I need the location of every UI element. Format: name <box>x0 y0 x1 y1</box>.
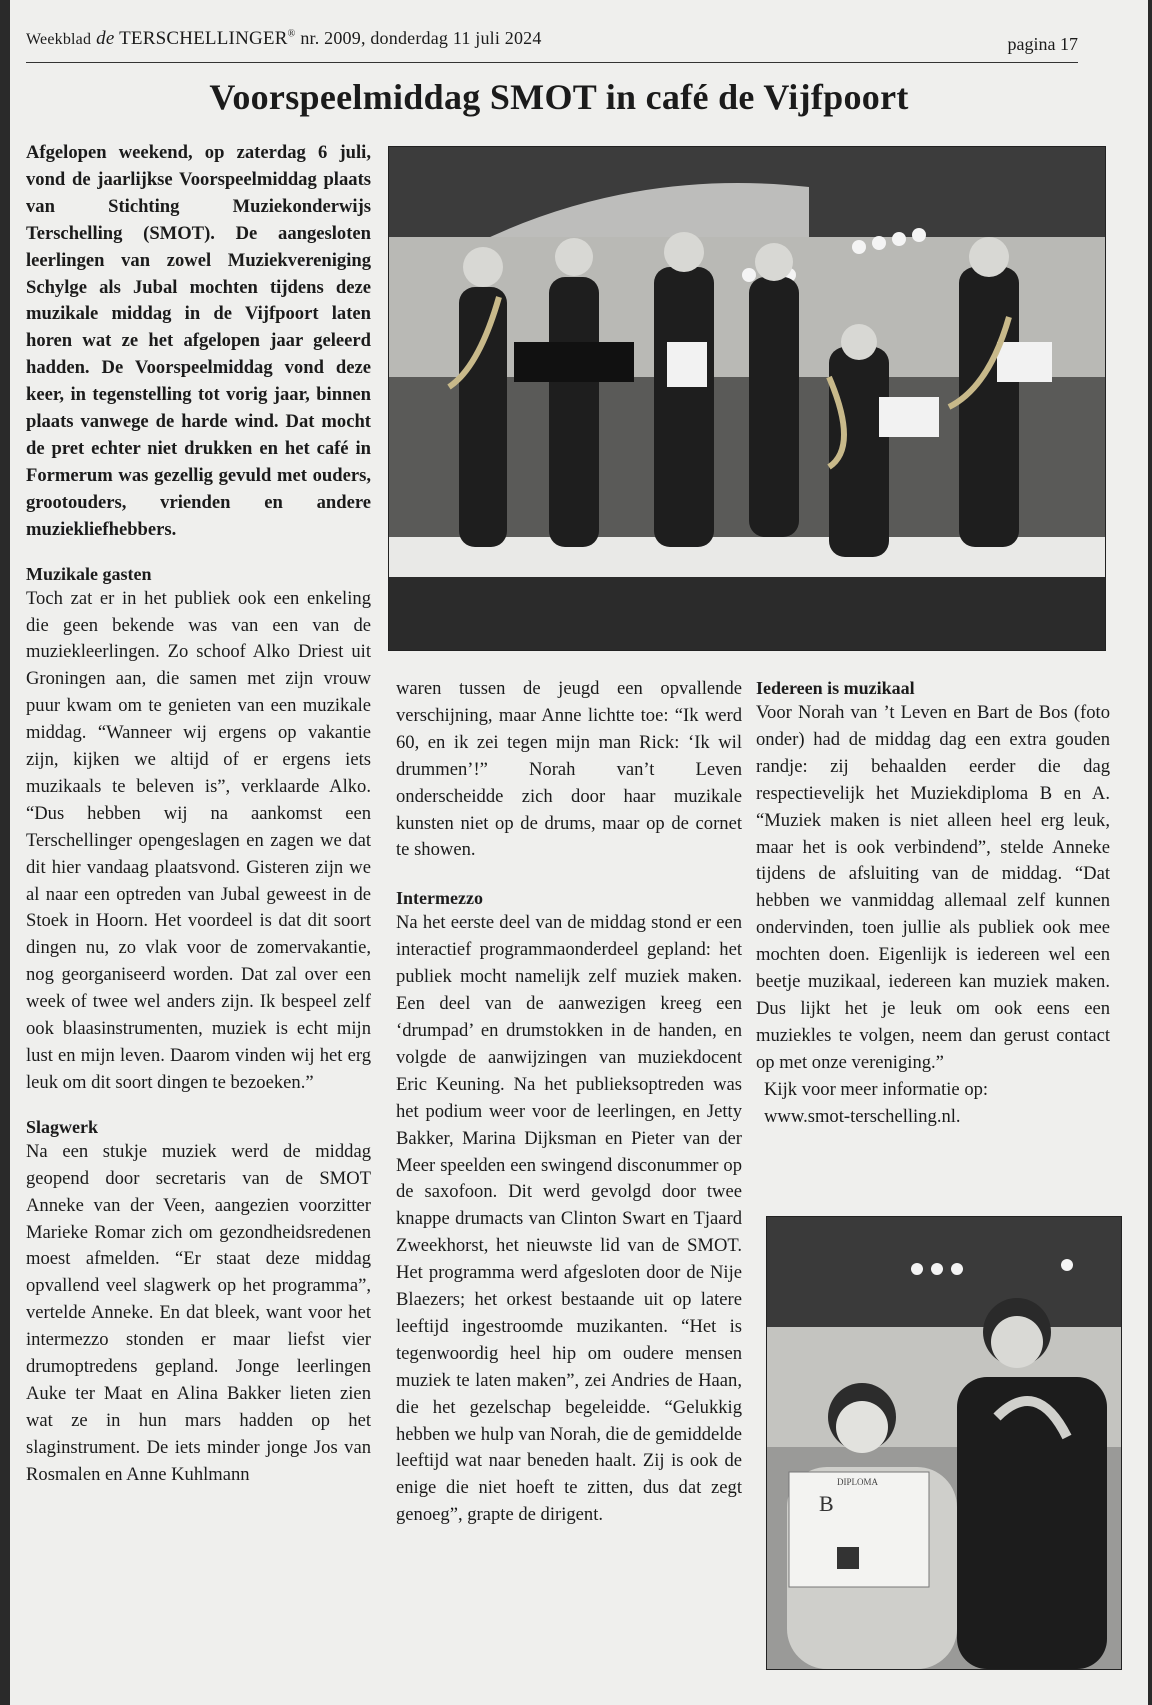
paragraph-iedereen-is-muzikaal: Voor Norah van ’t Leven en Bart de Bos (foto onder) had de middag dag een extra gouden randje: zij behaalden eerder die dag respectievelijk het Muziekdiploma B en A. “Muziek maken is niet alleen heel erg leuk, maar het is ook verbindend”, stelde Anneke tijdens de afsluiting van de middag. “Dat hebben we vanmiddag allemaal zelf kunnen ondervinden, toen jullie als publiek ook mee mochten doen. Eigenlijk is iedereen wel een beetje muzikaal, iedereen kan muziek maken. Dus lijkt het je leuk om ook eens een muziekles te volgen, neem dan gerust contact op met onze vereniging.” <box>756 702 1110 1073</box>
article-headline: Voorspeelmiddag SMOT in café de Vijfpoort <box>209 77 909 117</box>
paragraph-slagwerk-continued: waren tussen de jeugd een opvallende verschijning, maar Anne lichtte toe: “Ik werd 60, en ik zei tegen mijn man Rick: ‘Ik wil drummen’!” Norah van’t Leven onderscheidde zich door haar muzikale kunsten niet op de drums, maar op de cornet te showen. <box>396 678 742 861</box>
registered-mark: ® <box>287 28 296 40</box>
band-photo <box>388 146 1106 651</box>
diploma-photo-illustration <box>767 1217 1121 1669</box>
paragraph-intermezzo: Na het eerste deel van de middag stond er een interactief programmaonderdeel gepland: het publiek mocht namelijk zelf muziek maken. Een deel van de aanwezigen kreeg een ‘drumpad’ en drumstokken in de handen, en volgde de aanwijzingen van muziekdocent Eric Keuning. Na het publieksoptreden was het podium weer voor de leerlingen, en Jetty Bakker, Marina Dijksman en Pieter van der Meer speelden een swingend disconummer op de saxofoon. Dit werd gevolgd door twee knappe drumacts van Clinton Swart en Tjaard Zweekhorst, het nieuwste lid van de SMOT. Het programma werd afgesloten door de Nije Blaezers; het orkest bestaande uit op latere leeftijd ingestroomde muzikanten. “Het is tegenwoordig heel hip om oudere mensen muziek te laten maken”, zei Andries de Haan, die het gezelschap begeleidde. “Gelukkig hebben we hulp van Norah, die de gemiddelde leeftijd wat naar beneden haalt. Zij is ook de enige die niet hoeft te zitten, dus dat zegt genoeg”, grapte de dirigent. <box>396 912 742 1526</box>
website-url: www.smot-terschelling.nl. <box>764 1105 961 1127</box>
subheading-muzikale-gasten: Muzikale gasten <box>26 563 152 584</box>
article-column-1 <box>26 140 371 1489</box>
masthead-de: de <box>96 28 115 49</box>
masthead-issue: nr. 2009, donderdag 11 juli 2024 <box>300 28 542 48</box>
masthead-name: TERSCHELLINGER <box>119 28 288 49</box>
info-line: Kijk voor meer informatie op: <box>764 1078 989 1100</box>
diploma-label: DIPLOMA <box>837 1477 879 1487</box>
diploma-grade: B <box>819 1491 834 1516</box>
article-column-2 <box>396 676 742 1529</box>
masthead <box>26 22 1078 63</box>
newspaper-page <box>10 0 1148 1705</box>
subheading-iedereen-is-muzikaal: Iedereen is muzikaal <box>756 678 915 698</box>
band-photo-illustration <box>389 147 1105 650</box>
page-number: pagina 17 <box>1007 34 1078 54</box>
paragraph-slagwerk: Na een stukje muziek werd de middag geopend door secretaris van de SMOT Anneke van der Veen, aangezien voorzitter Marieke Romar zich om gezondheidsredenen moest afmelden. “Er staat deze middag opvallend veel slagwerk op het programma”, vertelde Anneke. En dat bleek, want voor het intermezzo stonden er maar liefst vier drumoptredens gepland. Jonge leerlingen Auke ter Maat en Alina Bakker lieten zien wat ze in hun mars hadden op het slaginstrument. De iets minder jonge Jos van Rosmalen en Anne Kuhlmann <box>26 1140 371 1485</box>
masthead-weekblad: Weekblad <box>26 31 92 48</box>
article-lead: Afgelopen weekend, op zaterdag 6 juli, vond de jaarlijkse Voorspeelmiddag plaats van Stichting Muziekonderwijs Terschelling (SMOT). De aangesloten leerlingen van zowel Muziekvereniging Schylge als Jubal mochten tijdens deze muzikale middag in de Vijfpoort laten horen wat ze het afgelopen jaar geleerd hadden. De Voorspeelmiddag vond deze keer, in tegenstelling tot vorig jaar, binnen plaats vanwege de harde wind. Dat mocht de pret echter niet drukken en het café in Formerum was gezellig gevuld met ouders, grootouders, vrienden en andere muziekliefhebbers. <box>26 142 371 540</box>
paragraph-muzikale-gasten: Toch zat er in het publiek ook een enkeling die geen bekende was van een van de muziekleerlingen. Zo schoof Alko Driest uit Groningen aan, die samen met zijn vrouw puur kwam om te genieten van een muzikale middag. “Wanneer wij ergens op vakantie zijn, kijken we altijd of er ergens iets muzikaals te beleven is”, verklaarde Alko. “Dus hebben wij na aankomst een Terschellinger opengeslagen en zagen we dat dit hier vandaag plaatsvond. Gisteren zijn we al naar een optreden van Jubal geweest in de Stoek in Hoorn. Het voordeel is dat dit soort dingen nu, zo vlak voor de zomervakantie, nog georganiseerd worden. Dat zal over een week of twee wel anders zijn. Ik bespeel zelf ook blaasinstrumenten, muziek is echt mijn lust en mijn leven. Daarom vinden wij het erg leuk om dit soort dingen te bezoeken.” <box>26 587 371 1093</box>
masthead-title <box>26 28 542 50</box>
article-column-3 <box>756 676 1110 1131</box>
subheading-intermezzo: Intermezzo <box>396 888 483 909</box>
diploma-photo <box>766 1216 1122 1670</box>
subheading-slagwerk: Slagwerk <box>26 1116 98 1137</box>
